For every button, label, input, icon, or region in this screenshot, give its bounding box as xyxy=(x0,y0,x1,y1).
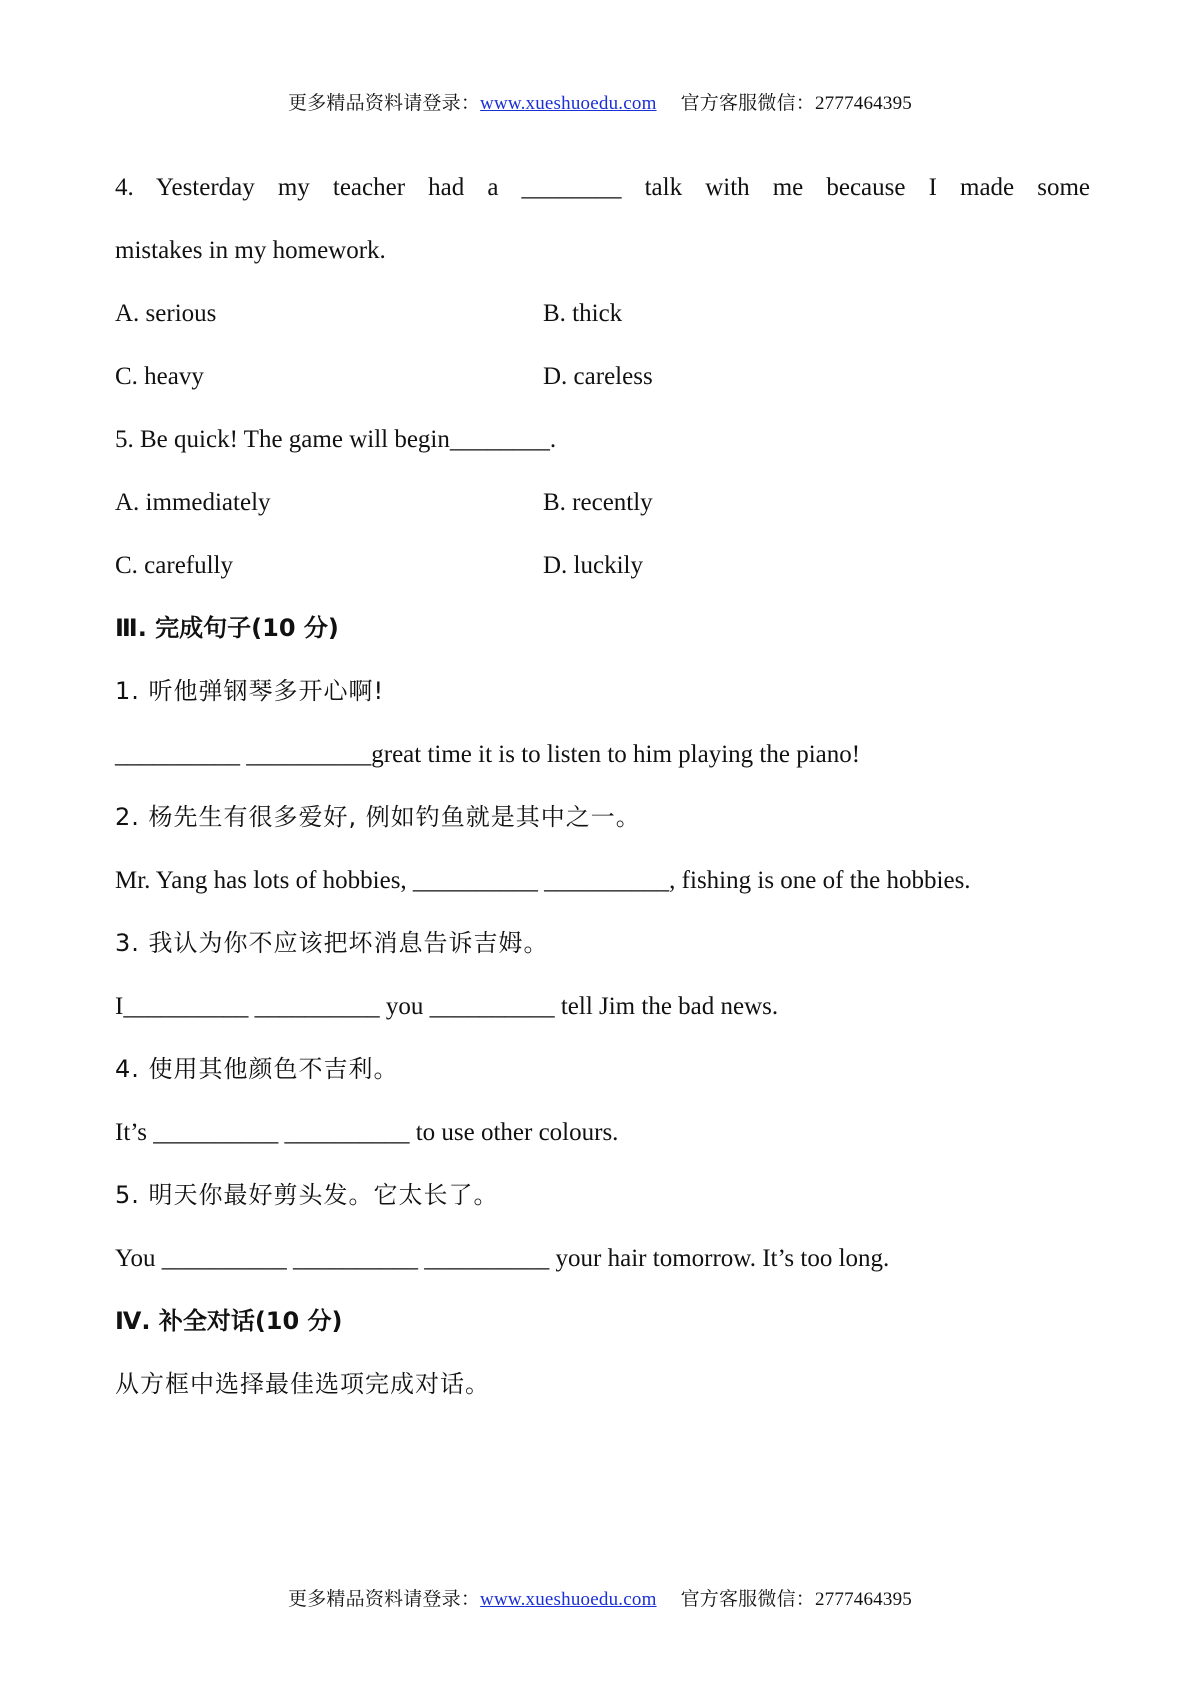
q5-option-a: A. immediately xyxy=(115,489,271,516)
q5-option-b: B. recently xyxy=(543,489,653,516)
header-service: 官方客服微信：2777464395 xyxy=(680,93,912,114)
worksheet-content xyxy=(115,156,1090,1416)
q5-option-c: C. carefully xyxy=(115,552,234,579)
q4-stem-line1: 4. Yesterday my teacher had a ________ talk with me because I made some xyxy=(115,174,1090,201)
q5-option-d: D. luckily xyxy=(543,552,643,579)
q5-options-row2 xyxy=(115,534,1090,597)
footer-service: 官方客服微信：2777464395 xyxy=(680,1589,912,1610)
s3-item4-en: It’s __________ __________ to use other colours. xyxy=(115,1119,619,1146)
q4-stem-line2: mistakes in my homework. xyxy=(115,237,386,264)
q4-option-b: B. thick xyxy=(543,300,623,327)
footer-prefix: 更多精品资料请登录： xyxy=(288,1589,481,1610)
s3-item2-cn: 2. 杨先生有很多爱好, 例如钓鱼就是其中之一。 xyxy=(115,803,641,831)
q5-stem: 5. Be quick! The game will begin________. xyxy=(115,426,557,453)
s3-item2-en: Mr. Yang has lots of hobbies, __________ __________, fishing is one of the hobbies. xyxy=(115,867,971,894)
s3-item4-cn: 4. 使用其他颜色不吉利。 xyxy=(115,1055,399,1083)
q5-options-row1 xyxy=(115,471,1090,534)
s3-item3-cn: 3. 我认为你不应该把坏消息告诉吉姆。 xyxy=(115,929,549,957)
footer-link[interactable]: www.xueshuoedu.com xyxy=(480,1589,657,1610)
s3-item3-en: I__________ __________ you __________ tell Jim the bad news. xyxy=(115,993,779,1020)
header-prefix: 更多精品资料请登录： xyxy=(288,93,481,114)
s3-item5-cn: 5. 明天你最好剪头发。它太长了。 xyxy=(115,1181,499,1209)
header-link[interactable]: www.xueshuoedu.com xyxy=(480,93,657,114)
q4-options-row1 xyxy=(115,282,1090,345)
q4-option-d: D. careless xyxy=(543,363,653,390)
section4-title: Ⅳ. 补全对话(10 分) xyxy=(115,1307,343,1335)
s3-item5-en: You __________ __________ __________ your hair tomorrow. It’s too long. xyxy=(115,1245,890,1272)
q4-option-a: A. serious xyxy=(115,300,217,327)
page-header xyxy=(0,88,1200,115)
s3-item1-cn: 1. 听他弹钢琴多开心啊! xyxy=(115,677,385,705)
q4-options-row2 xyxy=(115,345,1090,408)
page-footer xyxy=(0,1584,1200,1611)
section4-instruction: 从方框中选择最佳选项完成对话。 xyxy=(115,1370,490,1398)
s3-item1-en: __________ __________great time it is to listen to him playing the piano! xyxy=(115,741,861,768)
section3-title: Ⅲ. 完成句子(10 分) xyxy=(115,614,339,642)
q4-option-c: C. heavy xyxy=(115,363,204,390)
